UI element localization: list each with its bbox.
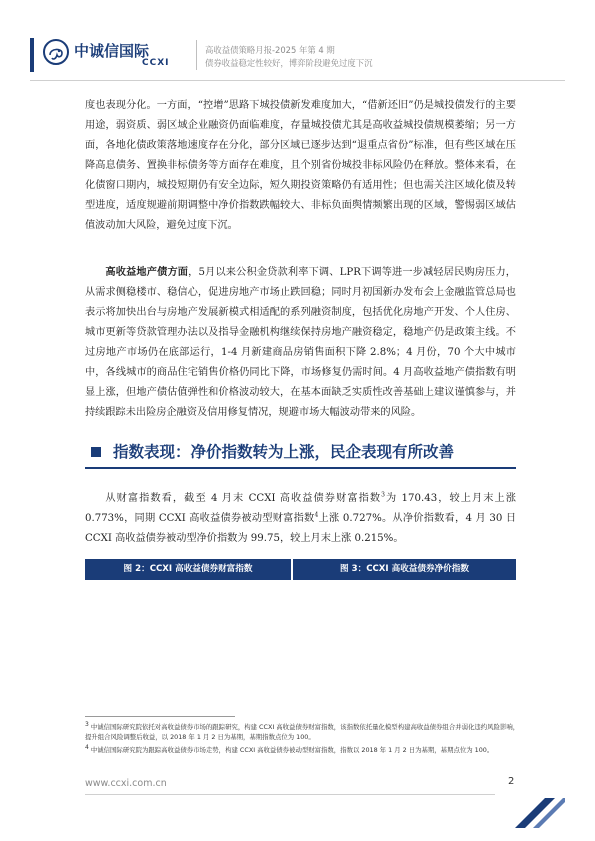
footnote-ref-4[interactable]: 4 bbox=[314, 511, 319, 519]
page-number: 2 bbox=[508, 776, 515, 787]
logo-chinese-name: 中诚信国际 bbox=[74, 42, 150, 60]
paragraph-urban-investment: 度也表现分化。一方面，“控增”思路下城投债新发难度加大，“借新还旧”仍是城投债发行的主要用途，弱资质、弱区域企业融资仍面临难度，存量城投债尤其是高收益城投债规模萎缩；另一方面，各地化债政策落地速度存在分化，部分区域已逐步达到“退重点省份”标准，但有些区域在压降高息债务、置换非标债务等方面存在难度，且个别省份城投非标风险仍在释放。整体来看，在化债窗口期内，城投短期仍有安全边际，短久期投资策略仍有适用性；但也需关注区域化债及转型进度，适度规避前期调整中净价指数跌幅较大、非标负面舆情频繁出现的区域，警惕弱区域估值波动加大风险，避免过度下沉。 bbox=[85, 100, 516, 231]
header-divider bbox=[196, 40, 197, 70]
paragraph-index-performance bbox=[85, 489, 516, 549]
section-square-icon bbox=[91, 447, 101, 457]
header-rule bbox=[30, 80, 565, 81]
footnote-3-mark: 3 bbox=[85, 720, 89, 728]
figure-2-caption: 图 2：CCXI 高收益债券财富指数 bbox=[123, 564, 253, 574]
footnote-3 bbox=[85, 722, 525, 742]
section-rule bbox=[85, 467, 516, 469]
index-text-b: 为 170.43，较上月末上涨 0.773%，同期 CCXI 高收益债券被动型财富指数 bbox=[85, 493, 516, 524]
footer-website-link[interactable]: www.ccxi.com.cn bbox=[85, 778, 167, 789]
section-title: 指数表现：净价指数转为上涨，民企表现有所改善 bbox=[113, 443, 455, 461]
header-accent-bar bbox=[30, 38, 34, 72]
footer-chevron-decoration-icon bbox=[505, 788, 565, 828]
footnote-4 bbox=[85, 745, 525, 755]
figure-caption-bar bbox=[85, 559, 516, 580]
ccxi-logo bbox=[40, 34, 190, 74]
footnote-ref-3[interactable]: 3 bbox=[381, 491, 385, 499]
paragraph-real-estate bbox=[85, 262, 516, 423]
footnote-4-mark: 4 bbox=[85, 743, 89, 751]
footnote-4-text: 中诚信国际研究院为跟踪高收益债券市场走势，构建 CCXI 高收益债券被动型财富指数，指数以 2018 年 1 月 2 日为基期，基期点位为 100。 bbox=[90, 746, 494, 754]
footer-rule bbox=[85, 794, 495, 795]
page-header bbox=[0, 0, 595, 80]
section-heading bbox=[85, 437, 516, 469]
paragraph-real-estate-body: ，5月以来公积金贷款利率下调、LPR下调等进一步减轻居民购房压力，从需求侧稳楼市、稳信心，促进房地产市场止跌回稳；同时月初国新办发布会上金融监管总局也表示将加快出台与房地产发展新模式相适配的系列融资制度，包括优化房地产开发、个人住房、城市更新等贷款管理办法以及指导金融机构继续保持房地产融资稳定，稳地产仍是政策主线。不过房地产市场仍在底部运行，1-4 月新建商品房销售面积下降 2.8%；4 月份，70 个大中城市中，各线城市的商品住宅销售价格仍同比下降，市场修复仍需时间。4 月高收益地产债指数有明显上涨，但地产债估值弹性和价格波动较大，在基本面缺乏实质性改善基础上建议谨慎参与，并持续跟踪未出险房企融资及信用修复情况，规避市场大幅波动带来的风险。 bbox=[85, 267, 516, 418]
figure-3-caption: 图 3：CCXI 高收益债券净价指数 bbox=[340, 564, 469, 574]
report-subtitle: 债券收益稳定性较好，博弈阶段避免过度下沉 bbox=[205, 58, 373, 68]
elephant-logo-icon bbox=[42, 38, 70, 66]
footnote-3-text: 中诚信国际研究院依托对高收益债券市场的跟踪研究，构建 CCXI 高收益债券财富指数，该指数依托量化模型构建高收益债券组合并弱化违约风险影响，提升组合风险调整后收益，以 2018 年 1 月 2 日为基期，基期指数点位为 100。 bbox=[85, 723, 520, 741]
footnote-rule bbox=[85, 716, 235, 717]
logo-english-name: CCXI bbox=[142, 58, 170, 68]
paragraph-lead-bold: 高收益地产债方面 bbox=[105, 266, 189, 278]
index-text-a: 从财富指数看，截至 4 月末 CCXI 高收益债券财富指数 bbox=[105, 493, 382, 504]
report-title: 高收益债策略月报-2025 年第 4 期 bbox=[205, 45, 335, 55]
index-text-c: 上涨 0.727%。从净价指数看，4 月 30 日 CCXI 高收益债券被动型净价指数为 99.75，较上月末上涨 0.215%。 bbox=[85, 513, 517, 544]
